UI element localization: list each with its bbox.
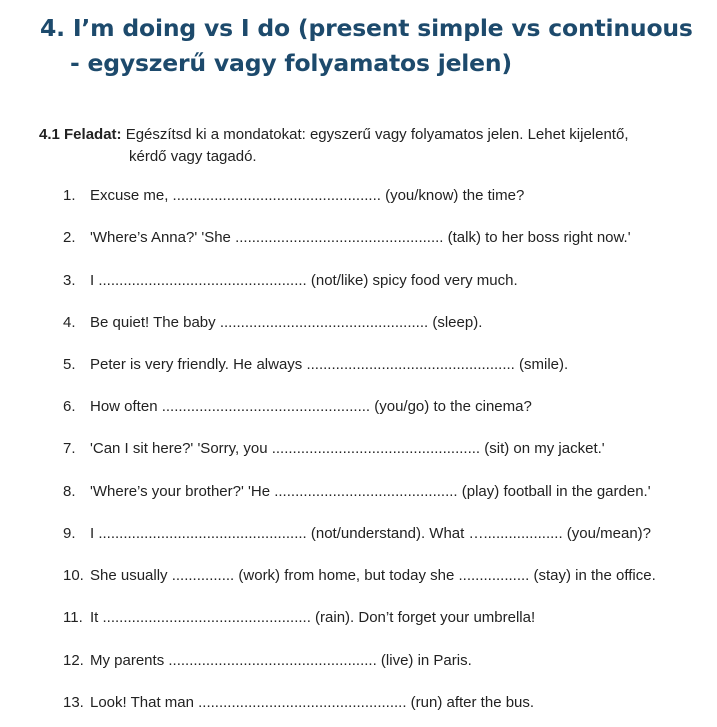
exercise-item xyxy=(0,354,717,376)
exercise-text: Excuse me, .................................................. (you/know) the time? xyxy=(90,187,525,204)
exercise-text: Peter is very friendly. He always .................................................. (smile). xyxy=(90,356,569,373)
exercise-number: 5. xyxy=(63,356,76,373)
exercise-number: 6. xyxy=(63,398,76,415)
title-line-1: 4. I’m doing vs I do (present simple vs continuous xyxy=(40,14,693,42)
exercise-number: 7. xyxy=(63,440,76,457)
title-line-2: - egyszerű vagy folyamatos jelen) xyxy=(70,49,512,77)
exercise-number: 2. xyxy=(63,229,76,246)
exercise-number: 11. xyxy=(63,609,83,626)
exercise-text: She usually ............... (work) from home, but today she ................. (stay) in the office. xyxy=(90,567,656,584)
exercise-item xyxy=(0,692,717,714)
exercise-item xyxy=(0,270,717,292)
exercise-number: 10. xyxy=(63,567,84,584)
exercise-item xyxy=(0,312,717,334)
exercise-item xyxy=(0,227,717,249)
exercise-text: Be quiet! The baby .................................................. (sleep). xyxy=(90,314,483,331)
exercise-text: How often .................................................. (you/go) to the cinema? xyxy=(90,398,532,415)
exercise-item xyxy=(0,523,717,545)
exercise-item xyxy=(0,565,717,587)
exercise-number: 1. xyxy=(63,187,76,204)
exercise-text: 'Where’s Anna?' 'She .................................................. (talk) to her boss right now.' xyxy=(90,229,631,246)
exercise-text: Look! That man .................................................. (run) after the bus. xyxy=(90,694,535,711)
exercise-number: 3. xyxy=(63,272,76,289)
page-title xyxy=(40,11,712,81)
exercise-item xyxy=(0,650,717,672)
exercise-item xyxy=(0,481,717,503)
exercise-number: 4. xyxy=(63,314,76,331)
task-label: 4.1 Feladat: xyxy=(39,126,122,143)
exercise-text: My parents .................................................. (live) in Paris. xyxy=(90,652,472,669)
exercise-text: It .................................................. (rain). Don’t forget your umbrella! xyxy=(90,609,536,626)
exercise-number: 9. xyxy=(63,525,76,542)
exercise-item xyxy=(0,185,717,207)
exercise-text: I .................................................. (not/like) spicy food very much. xyxy=(90,272,518,289)
exercise-text: I .................................................. (not/understand). What …................... (you/mean)? xyxy=(90,525,652,542)
exercise-item xyxy=(0,396,717,418)
exercise-number: 12. xyxy=(63,652,84,669)
task-instruction-line-1: Egészítsd ki a mondatokat: egyszerű vagy folyamatos jelen. Lehet kijelentő, xyxy=(125,126,629,143)
task-instruction-line-2: kérdő vagy tagadó. xyxy=(129,148,257,165)
exercise-number: 13. xyxy=(63,694,84,711)
exercise-item xyxy=(0,438,717,460)
exercise-text: 'Can I sit here?' 'Sorry, you .................................................. (sit) on my jacket.' xyxy=(90,440,605,457)
exercise-text: 'Where’s your brother?' 'He ............................................ (play) football in the garden.' xyxy=(90,483,651,500)
task-instruction xyxy=(39,124,711,168)
exercise-number: 8. xyxy=(63,483,76,500)
exercise-item xyxy=(0,607,717,629)
